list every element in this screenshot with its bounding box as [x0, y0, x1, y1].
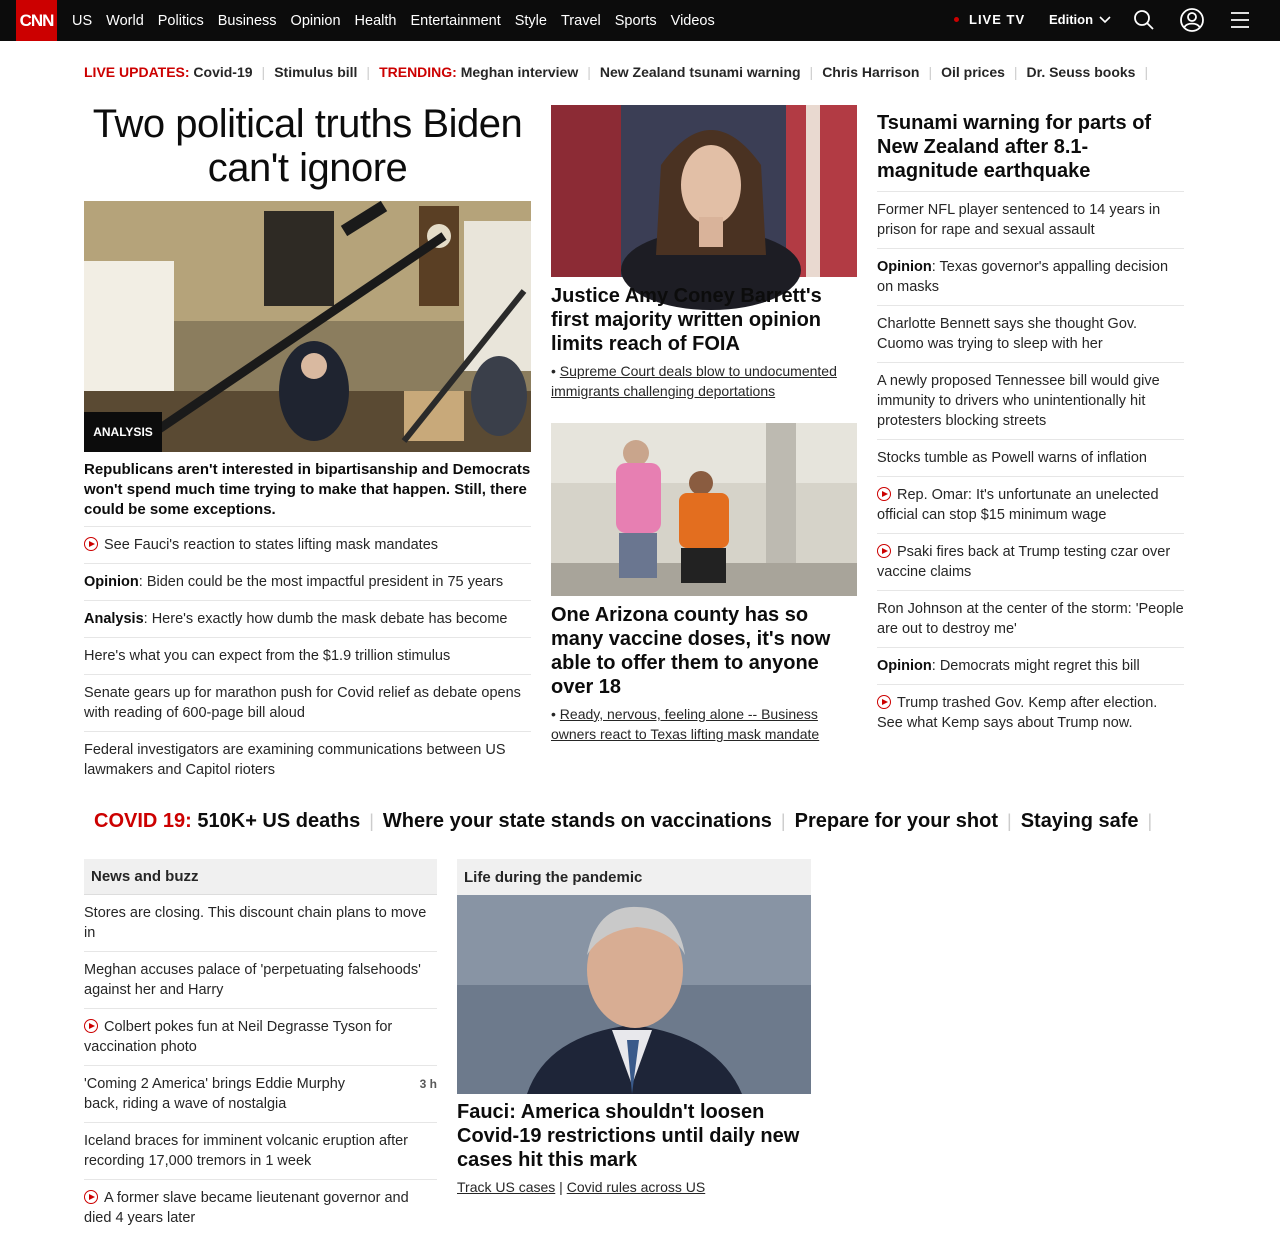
menu-icon[interactable] — [1227, 7, 1253, 33]
play-video-icon — [84, 1019, 98, 1033]
tsunami-headline[interactable]: Tsunami warning for parts of New Zealand after 8.1-magnitude earthquake — [877, 112, 1152, 182]
divider: | — [1144, 64, 1149, 80]
list-item[interactable]: Federal investigators are examining communications between US lawmakers and Capitol rioters — [84, 731, 531, 788]
trending-link-seuss[interactable]: Dr. Seuss books — [1026, 64, 1136, 80]
search-icon[interactable] — [1131, 7, 1157, 33]
list-item[interactable]: Meghan accuses palace of 'perpetuating falsehoods' against her and Harry — [84, 951, 437, 1008]
list-item[interactable]: Psaki fires back at Trump testing czar over vaccine claims — [877, 533, 1184, 590]
list-item[interactable]: Former NFL player sentenced to 14 years in prison for rape and sexual assault — [877, 191, 1184, 248]
list-item[interactable]: Trump trashed Gov. Kemp after election. See what Kemp says about Trump now. — [877, 684, 1184, 741]
barrett-related: • Supreme Court deals blow to undocumented immigrants challenging deportations — [551, 363, 837, 399]
list-item[interactable]: Iceland braces for imminent volcanic eruption after recording 17,000 tremors in 1 week — [84, 1122, 437, 1179]
nav-link-videos[interactable]: Videos — [670, 12, 715, 29]
play-video-icon — [877, 487, 891, 501]
divider: | — [809, 64, 814, 80]
nav-link-style[interactable]: Style — [514, 12, 547, 29]
live-tv-label: LIVE TV — [969, 12, 1026, 27]
barrett-related-link[interactable]: Supreme Court deals blow to undocumented immigrants challenging deportations — [551, 363, 837, 399]
col3-list — [877, 191, 1184, 741]
edition-label: Edition — [1049, 12, 1094, 27]
fauci-photo — [457, 895, 811, 1094]
divider: | — [780, 810, 786, 831]
list-item[interactable]: Stocks tumble as Powell warns of inflation — [877, 439, 1184, 476]
divider: | — [1013, 64, 1018, 80]
fauci-headline[interactable]: Fauci: America shouldn't loosen Covid-19 restrictions until daily new cases hit this mark — [457, 1101, 800, 1171]
nav-link-us[interactable]: US — [72, 12, 93, 29]
covid-label: COVID 19: — [94, 809, 192, 832]
list-item[interactable]: Rep. Omar: It's unfortunate an unelected official can stop $15 minimum wage — [877, 476, 1184, 533]
list-item[interactable]: A newly proposed Tennessee bill would give immunity to drivers who unintentionally hit protesters blocking streets — [877, 362, 1184, 439]
covid-link-safe[interactable]: Staying safe — [1020, 809, 1139, 832]
divider: | — [261, 64, 266, 80]
list-item[interactable]: Colbert pokes fun at Neil Degrasse Tyson for vaccination photo — [84, 1008, 437, 1065]
nav-link-business[interactable]: Business — [217, 12, 277, 29]
timestamp: 3 h — [419, 1077, 437, 1091]
nav-link-politics[interactable]: Politics — [157, 12, 204, 29]
play-video-icon — [84, 537, 98, 551]
covid-rules-link[interactable]: Covid rules across US — [566, 1179, 706, 1195]
nav-links — [72, 0, 729, 41]
nav-link-opinion[interactable]: Opinion — [290, 12, 341, 29]
list-item[interactable]: A former slave became lieutenant governor and died 4 years later — [84, 1179, 437, 1236]
barrett-image[interactable] — [551, 105, 857, 277]
list-item[interactable]: Charlotte Bennett says she thought Gov. Cuomo was trying to sleep with her — [877, 305, 1184, 362]
trending-link-harrison[interactable]: Chris Harrison — [822, 64, 920, 80]
list-item[interactable]: Stores are closing. This discount chain plans to move in — [84, 905, 427, 941]
pandemic-header: Life during the pandemic — [457, 859, 811, 895]
list-item[interactable]: Opinion: Texas governor's appalling decision on masks — [877, 248, 1184, 305]
list-item[interactable]: Opinion: Democrats might regret this bill — [877, 647, 1184, 684]
live-updates-label: LIVE UPDATES: — [84, 64, 190, 80]
news-buzz-list — [84, 895, 437, 1236]
hero-description[interactable]: Republicans aren't interested in bipartisanship and Democrats won't spend much time trying to make that happen. Still, there could be some exceptions. — [84, 461, 531, 518]
play-video-icon — [877, 544, 891, 558]
cnn-logo[interactable]: CNN — [16, 0, 57, 41]
covid-link-prepare[interactable]: Prepare for your shot — [794, 809, 998, 832]
hero-headline[interactable]: Two political truths Biden can't ignore — [92, 102, 523, 190]
nav-link-world[interactable]: World — [106, 12, 144, 29]
analysis-badge: ANALYSIS — [84, 412, 162, 452]
vaccine-photo — [551, 423, 857, 596]
fauci-related — [457, 1177, 705, 1197]
trending-link-stimulus[interactable]: Stimulus bill — [274, 64, 358, 80]
track-cases-link[interactable]: Track US cases — [457, 1179, 556, 1195]
list-item[interactable]: Senate gears up for marathon push for Covid relief as debate opens with reading of 600-page bill aloud — [84, 674, 531, 731]
trending-link-tsunami[interactable]: New Zealand tsunami warning — [599, 64, 801, 80]
play-video-icon — [84, 1190, 98, 1204]
trending-label: TRENDING: — [379, 64, 457, 80]
trending-link-oil[interactable]: Oil prices — [941, 64, 1005, 80]
account-icon[interactable] — [1179, 7, 1205, 33]
barrett-headline[interactable]: Justice Amy Coney Barrett's first majority written opinion limits reach of FOIA — [551, 285, 822, 355]
hero-related-list — [84, 526, 531, 788]
vaccine-related: • Ready, nervous, feeling alone -- Business owners react to Texas lifting mask mandate — [551, 706, 820, 742]
news-buzz-header: News and buzz — [84, 859, 437, 895]
nav-link-health[interactable]: Health — [354, 12, 397, 29]
divider: | — [1147, 810, 1153, 831]
chevron-down-icon — [1099, 16, 1111, 24]
vaccine-headline[interactable]: One Arizona county has so many vaccine doses, it's now able to offer them to anyone over 18 — [551, 604, 831, 698]
list-item[interactable]: Here's what you can expect from the $1.9 trillion stimulus — [84, 637, 531, 674]
list-item[interactable]: Analysis: Here's exactly how dumb the mask debate has become — [84, 600, 531, 637]
edition-menu[interactable] — [1049, 12, 1111, 27]
list-item[interactable]: See Fauci's reaction to states lifting mask mandates — [84, 526, 531, 563]
nav-link-entertainment[interactable]: Entertainment — [410, 12, 501, 29]
live-tv-button[interactable] — [954, 12, 1025, 27]
live-dot-icon — [954, 17, 959, 22]
vaccine-image[interactable] — [551, 423, 857, 596]
trending-bar — [84, 62, 1157, 82]
trending-link-covid[interactable]: Covid-19 — [193, 64, 253, 80]
nav-link-sports[interactable]: Sports — [614, 12, 657, 29]
divider: | — [1007, 810, 1012, 831]
divider: | — [587, 64, 591, 80]
trending-link-meghan[interactable]: Meghan interview — [460, 64, 579, 80]
top-nav — [0, 0, 1280, 41]
play-video-icon — [877, 695, 891, 709]
fauci-image[interactable] — [457, 895, 811, 1094]
covid-link-deaths[interactable]: 510K+ US deaths — [197, 809, 361, 832]
divider: | — [369, 810, 374, 831]
nav-link-travel[interactable]: Travel — [560, 12, 601, 29]
barrett-photo — [551, 105, 857, 277]
vaccine-related-link[interactable]: Ready, nervous, feeling alone -- Business owners react to Texas lifting mask mandate — [551, 706, 820, 742]
covid-bar — [94, 808, 1161, 834]
divider: | — [559, 1179, 563, 1195]
divider: | — [366, 64, 371, 80]
list-item[interactable]: Opinion: Biden could be the most impactful president in 75 years — [84, 563, 531, 600]
list-item[interactable]: Ron Johnson at the center of the storm: 'People are out to destroy me' — [877, 590, 1184, 647]
list-item[interactable]: 3 h 'Coming 2 America' brings Eddie Murphy back, riding a wave of nostalgia — [84, 1065, 437, 1122]
divider: | — [928, 64, 933, 80]
covid-link-vaccinations[interactable]: Where your state stands on vaccinations — [382, 809, 772, 832]
